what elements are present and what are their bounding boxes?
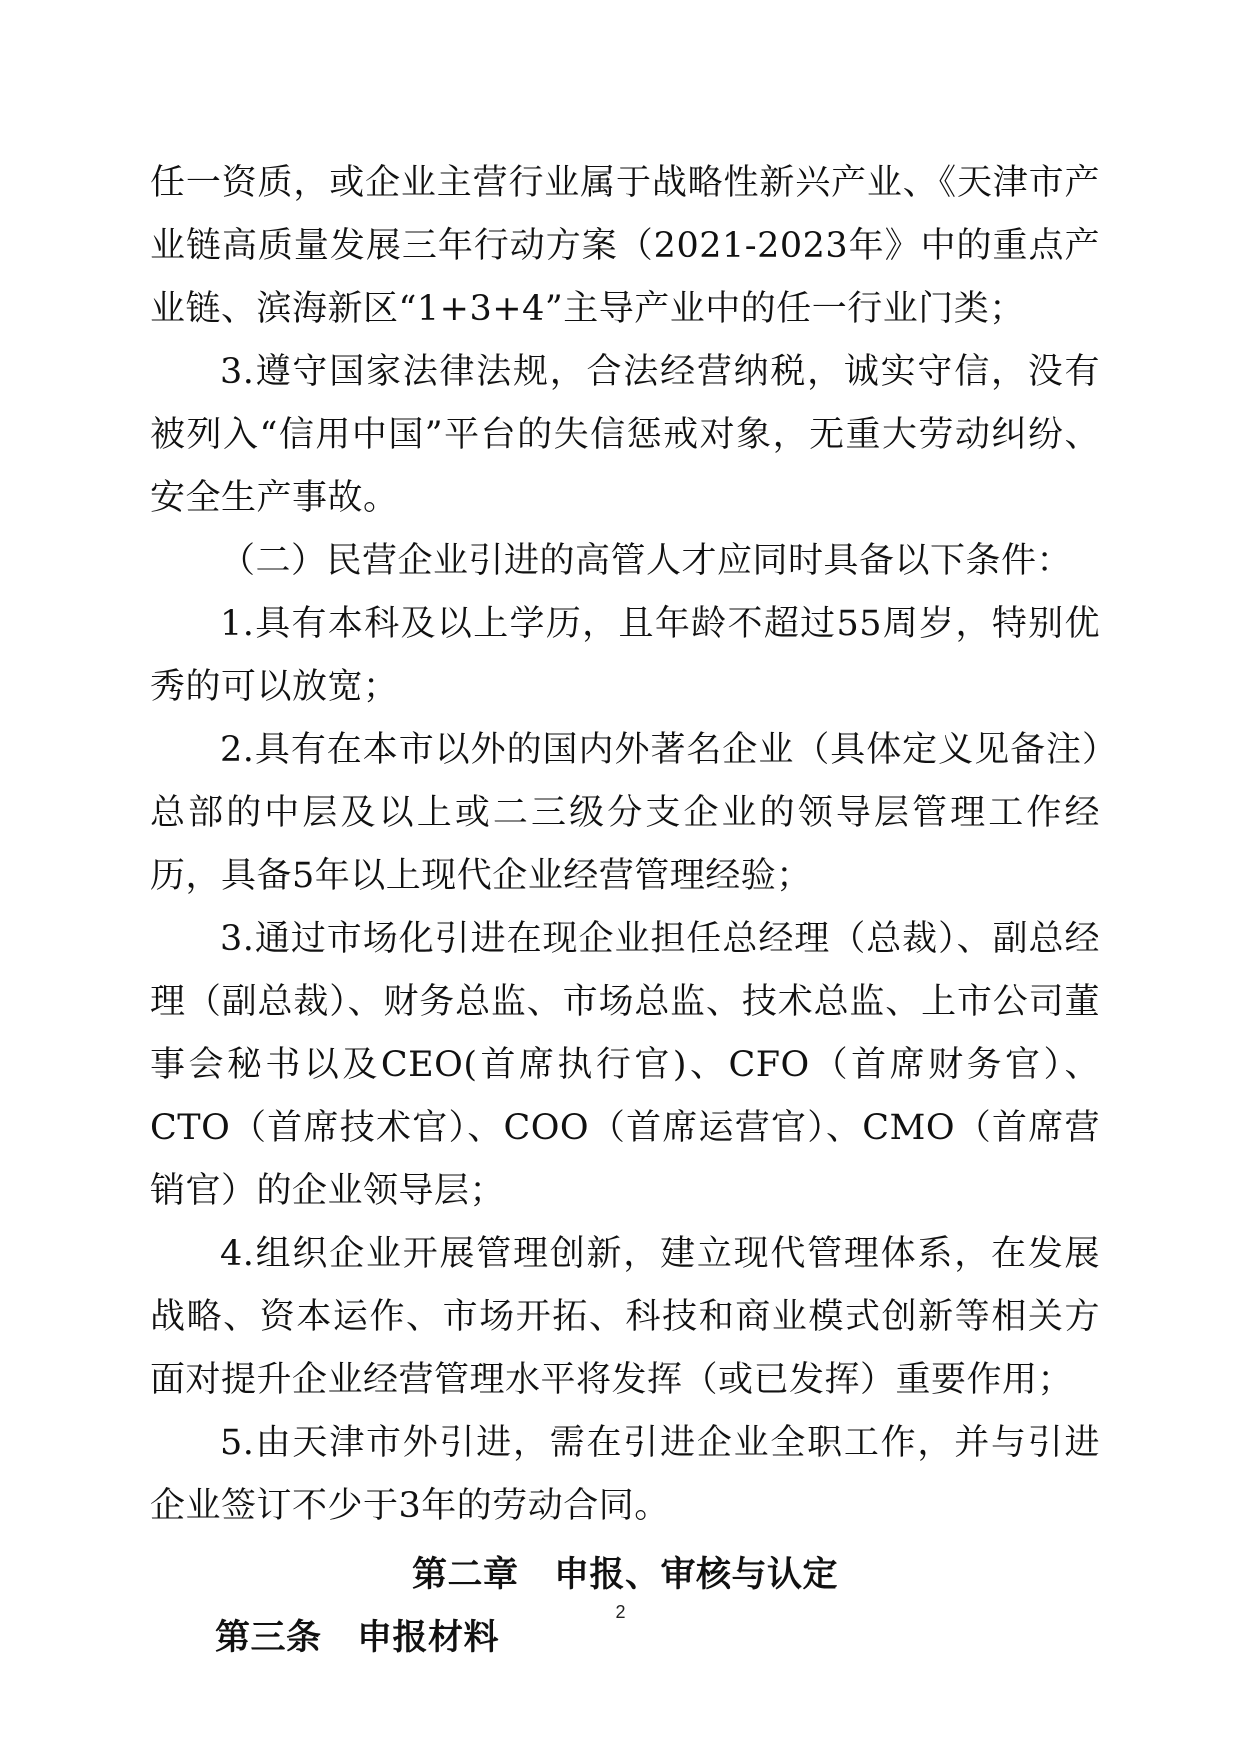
paragraph-item-4-innovation: 4.组织企业开展管理创新，建立现代管理体系，在发展战略、资本运作、市场开拓、科技和商业模式创新等相关方面对提升企业经营管理水平将发挥（或已发挥）重要作用； [150,1234,1100,1400]
paragraph-item-3-positions: 3.通过市场化引进在现企业担任总经理（总裁）、副总经理（副总裁）、财务总监、市场总监、技术总监、上市公司董事会秘书以及CEO(首席执行官)、CFO（首席财务官）、CTO（首席技术官）、COO（首席运营官）、CMO（首席营销官）的企业领导层； [150,919,1100,1211]
body-text [150,152,1100,1670]
paragraph-item-3-compliance: 3.遵守国家法律法规，合法经营纳税，诚实守信，没有被列入“信用中国”平台的失信惩戒对象，无重大劳动纠纷、安全生产事故。 [150,352,1100,518]
paragraph-item-1-education: 1.具有本科及以上学历，且年龄不超过55周岁，特别优秀的可以放宽； [150,604,1100,707]
chapter-heading: 第二章 申报、审核与认定 [411,1555,838,1595]
paragraph-item-2-experience: 2.具有在本市以外的国内外著名企业（具体定义见备注）总部的中层及以上或二三级分支企业的领导层管理工作经历，具备5年以上现代企业经营管理经验； [150,730,1100,896]
page-number: 2 [615,1602,626,1622]
paragraph-section-2-heading: （二）民营企业引进的高管人才应同时具备以下条件： [220,541,1073,581]
article-heading: 第三条 申报材料 [215,1618,500,1658]
paragraph-continuation: 任一资质，或企业主营行业属于战略性新兴产业、《天津市产业链高质量发展三年行动方案（2021-2023年》中的重点产业链、滨海新区“1+3+4”主导产业中的任一行业门类； [150,163,1100,329]
paragraph-item-5-contract: 5.由天津市外引进，需在引进企业全职工作，并与引进企业签订不少于3年的劳动合同。 [150,1423,1100,1526]
